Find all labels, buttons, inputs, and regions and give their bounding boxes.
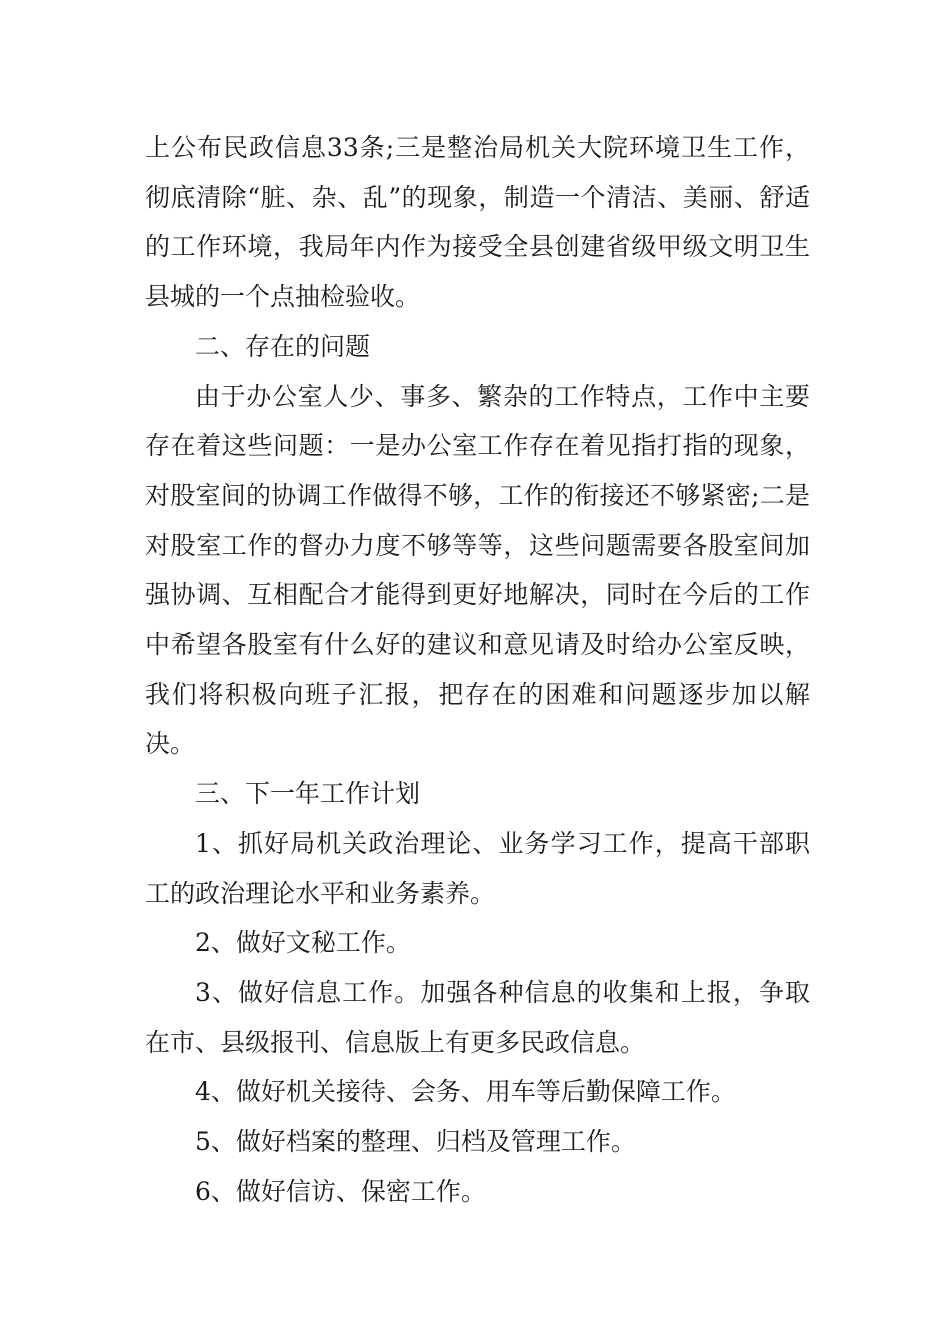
section-heading-problems: 二、存在的问题 [195,331,371,361]
plan-item-4: 4、做好机关接待、会务、用车等后勤保障工作。 [195,1077,736,1107]
document-body [145,123,810,1216]
section-heading-plan: 三、下一年工作计划 [195,779,421,809]
paragraph-problems: 由于办公室人少、事多、繁杂的工作特点，工作中主要存在着这些问题：一是办公室工作存在着见指打指的现象，对股室间的协调工作做得不够，工作的衔接还不够紧密;二是对股室工作的督办力度不够等等，这些问题需要各股室间加强协调、互相配合才能得到更好地解决，同时在今后的工作中希望各股室有什么好的建议和意见请及时给办公室反映，我们将积极向班子汇报，把存在的困难和问题逐步加以解决。 [145,381,810,759]
plan-item-1: 1、抓好局机关政治理论、业务学习工作，提高干部职工的政治理论水平和业务素养。 [145,828,810,908]
plan-item-2: 2、做好文秘工作。 [195,928,411,958]
paragraph-continuation: 上公布民政信息33条;三是整治局机关大院环境卫生工作，彻底清除“脏、杂、乱”的现象，制造一个清洁、美丽、舒适的工作环境，我局年内作为接受全县创建省级甲级文明卫生县城的一个点抽检验收。 [145,133,810,312]
plan-item-6: 6、做好信访、保密工作。 [195,1176,486,1206]
plan-item-3: 3、做好信息工作。加强各种信息的收集和上报，争取在市、县级报刊、信息版上有更多民政信息。 [145,977,810,1057]
plan-item-5: 5、做好档案的整理、归档及管理工作。 [195,1127,636,1157]
